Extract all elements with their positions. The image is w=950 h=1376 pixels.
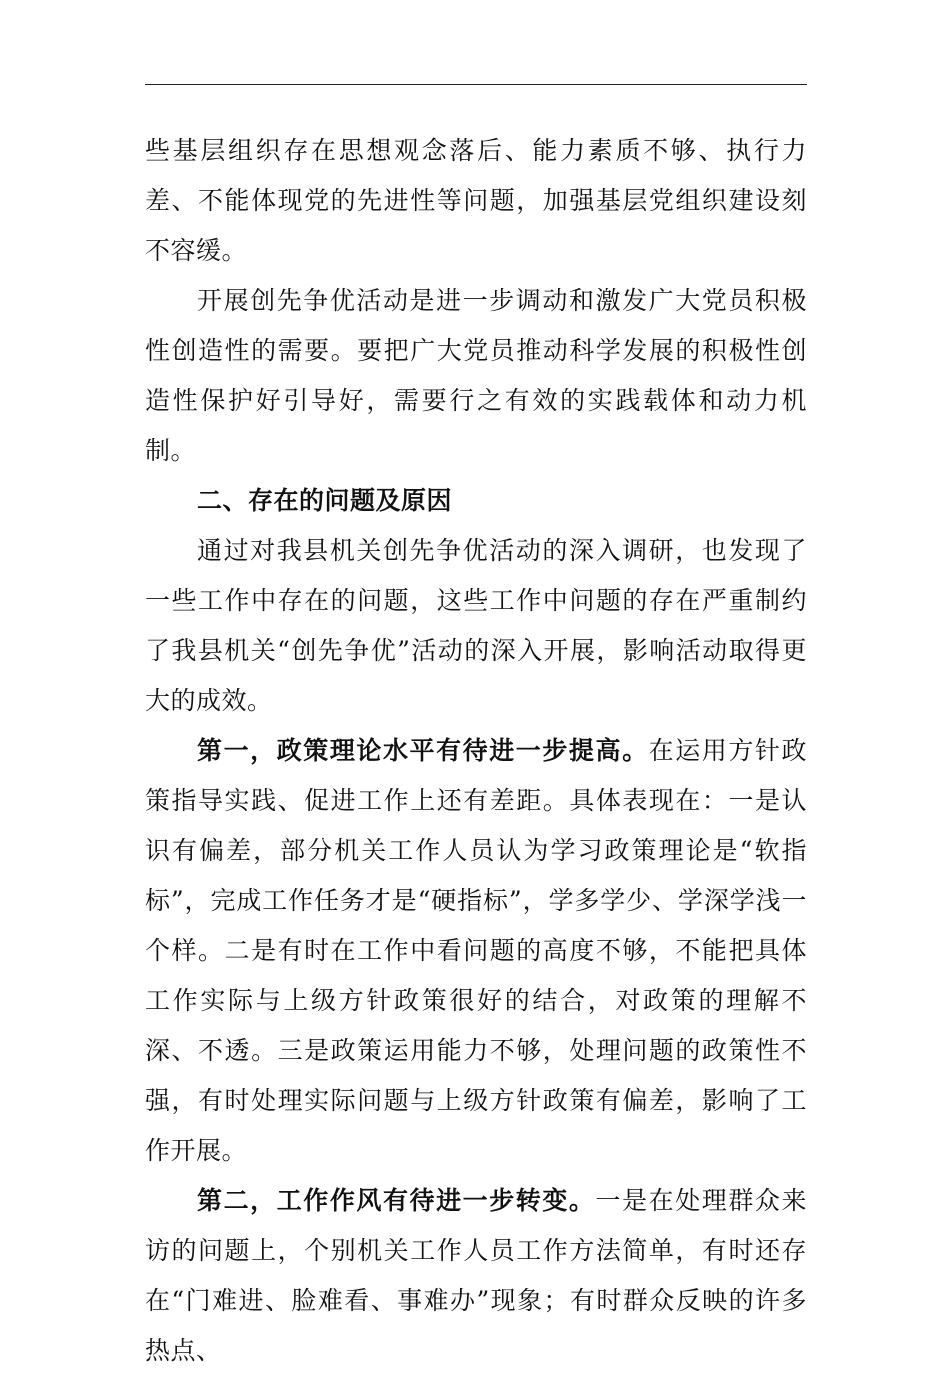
header-rule (145, 84, 807, 85)
paragraph-body-work-style: 一是在处理群众来访的问题上，个别机关工作人员工作方法简单，有时还存在“门难进、脸难看、事难办”现象；有时群众反映的许多热点、 (145, 1186, 807, 1365)
paragraph-lead-work-style: 第二，工作作风有待进一步转变。 (197, 1186, 596, 1215)
paragraph-policy-theory (145, 726, 807, 1176)
paragraph-work-style (145, 1176, 807, 1376)
section-heading-problems: 二、存在的问题及原因 (197, 486, 453, 515)
paragraph-lead-policy-theory: 第一，政策理论水平有待进一步提高。 (197, 736, 649, 765)
paragraph-body-policy-theory: 在运用方针政策指导实践、促进工作上还有差距。具体表现在：一是认识有偏差，部分机关工作人员认为学习政策理论是“软指标”，完成工作任务才是“硬指标”，学多学少、学深学浅一个样。二是有时在工作中看问题的高度不够，不能把具体工作实际与上级方针政策很好的结合，对政策的理解不深、不透。三是政策运用能力不够，处理问题的政策性不强，有时处理实际问题与上级方针政策有偏差，影响了工作开展。 (145, 736, 807, 1165)
paragraph-activity-need: 开展创先争优活动是进一步调动和激发广大党员积极性创造性的需要。要把广大党员推动科学发展的积极性创造性保护好引导好，需要行之有效的实践载体和动力机制。 (145, 286, 807, 465)
paragraph-survey-findings: 通过对我县机关创先争优活动的深入调研，也发现了一些工作中存在的问题，这些工作中问题的存在严重制约了我县机关“创先争优”活动的深入开展，影响活动取得更大的成效。 (145, 536, 807, 715)
paragraph-continuation: 些基层组织存在思想观念落后、能力素质不够、执行力差、不能体现党的先进性等问题，加强基层党组织建设刻不容缓。 (145, 136, 807, 265)
document-body (145, 126, 807, 1376)
